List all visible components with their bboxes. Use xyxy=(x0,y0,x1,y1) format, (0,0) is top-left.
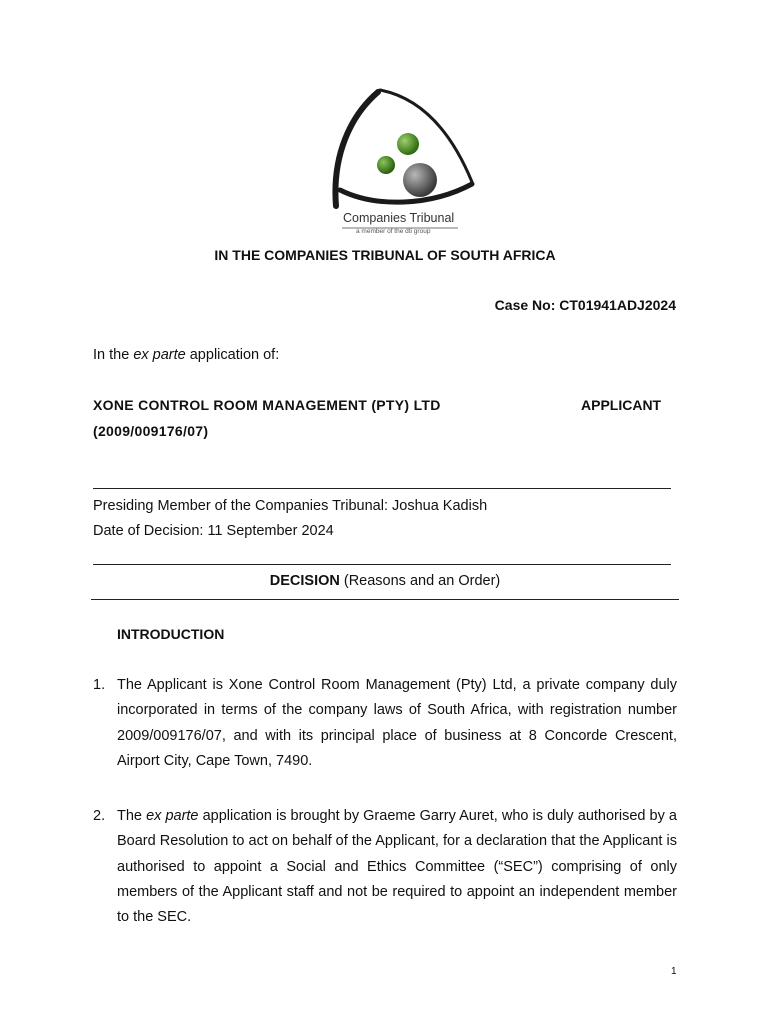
paragraph-rest: application is brought by Graeme Garry Auret, who is duly authorised by a Board Resolution to act on behalf of the Applicant, for a declaration that the Applicant is authorised to appoint a Social and Ethics Committee (“SEC”) comprising of only members of the Applicant staff and not be required to appoint an independent member to the SEC. xyxy=(117,808,677,926)
divider-top xyxy=(93,488,671,489)
divider-bottom xyxy=(91,599,679,600)
page-number: 1 xyxy=(671,966,677,977)
case-number: Case No: CT01941ADJ2024 xyxy=(494,297,676,313)
registration-number: (2009/009176/07) xyxy=(93,423,209,439)
presiding-member: Presiding Member of the Companies Tribunal: Joshua Kadish xyxy=(93,498,488,514)
intro-prefix: In the xyxy=(93,347,134,363)
logo-tagline: a member of the dti group xyxy=(356,228,431,235)
paragraph-number: 2. xyxy=(93,808,106,824)
decision-title xyxy=(0,573,770,589)
applicant-role: APPLICANT xyxy=(581,397,662,413)
court-title: IN THE COMPANIES TRIBUNAL OF SOUTH AFRICA xyxy=(214,247,556,263)
decision-date: Date of Decision: 11 September 2024 xyxy=(93,523,334,539)
application-intro xyxy=(93,347,279,363)
applicant-name: XONE CONTROL ROOM MANAGEMENT (PTY) LTD xyxy=(93,397,441,413)
paragraph-1 xyxy=(93,673,677,774)
paragraph-2 xyxy=(93,804,677,930)
introduction-heading: INTRODUCTION xyxy=(117,626,225,642)
paragraph-italic: ex parte xyxy=(146,808,199,824)
decision-subtitle: (Reasons and an Order) xyxy=(339,573,501,589)
paragraph-lead: The xyxy=(117,808,147,824)
paragraph-text: The Applicant is Xone Control Room Management (Pty) Ltd, a private company duly incorporated in terms of the company laws of South Africa, with registration number 2009/009176/07, and with its principal place of business at 8 Concorde Crescent, Airport City, Cape Town, 7490. xyxy=(117,677,677,769)
intro-suffix: application of: xyxy=(185,347,280,363)
decision-label: DECISION xyxy=(269,573,340,589)
paragraph-number: 1. xyxy=(93,677,106,693)
divider-middle xyxy=(93,564,671,565)
logo-wordmark: Companies Tribunal xyxy=(343,211,455,225)
intro-italic: ex parte xyxy=(133,347,186,363)
paragraph-text xyxy=(117,804,677,930)
